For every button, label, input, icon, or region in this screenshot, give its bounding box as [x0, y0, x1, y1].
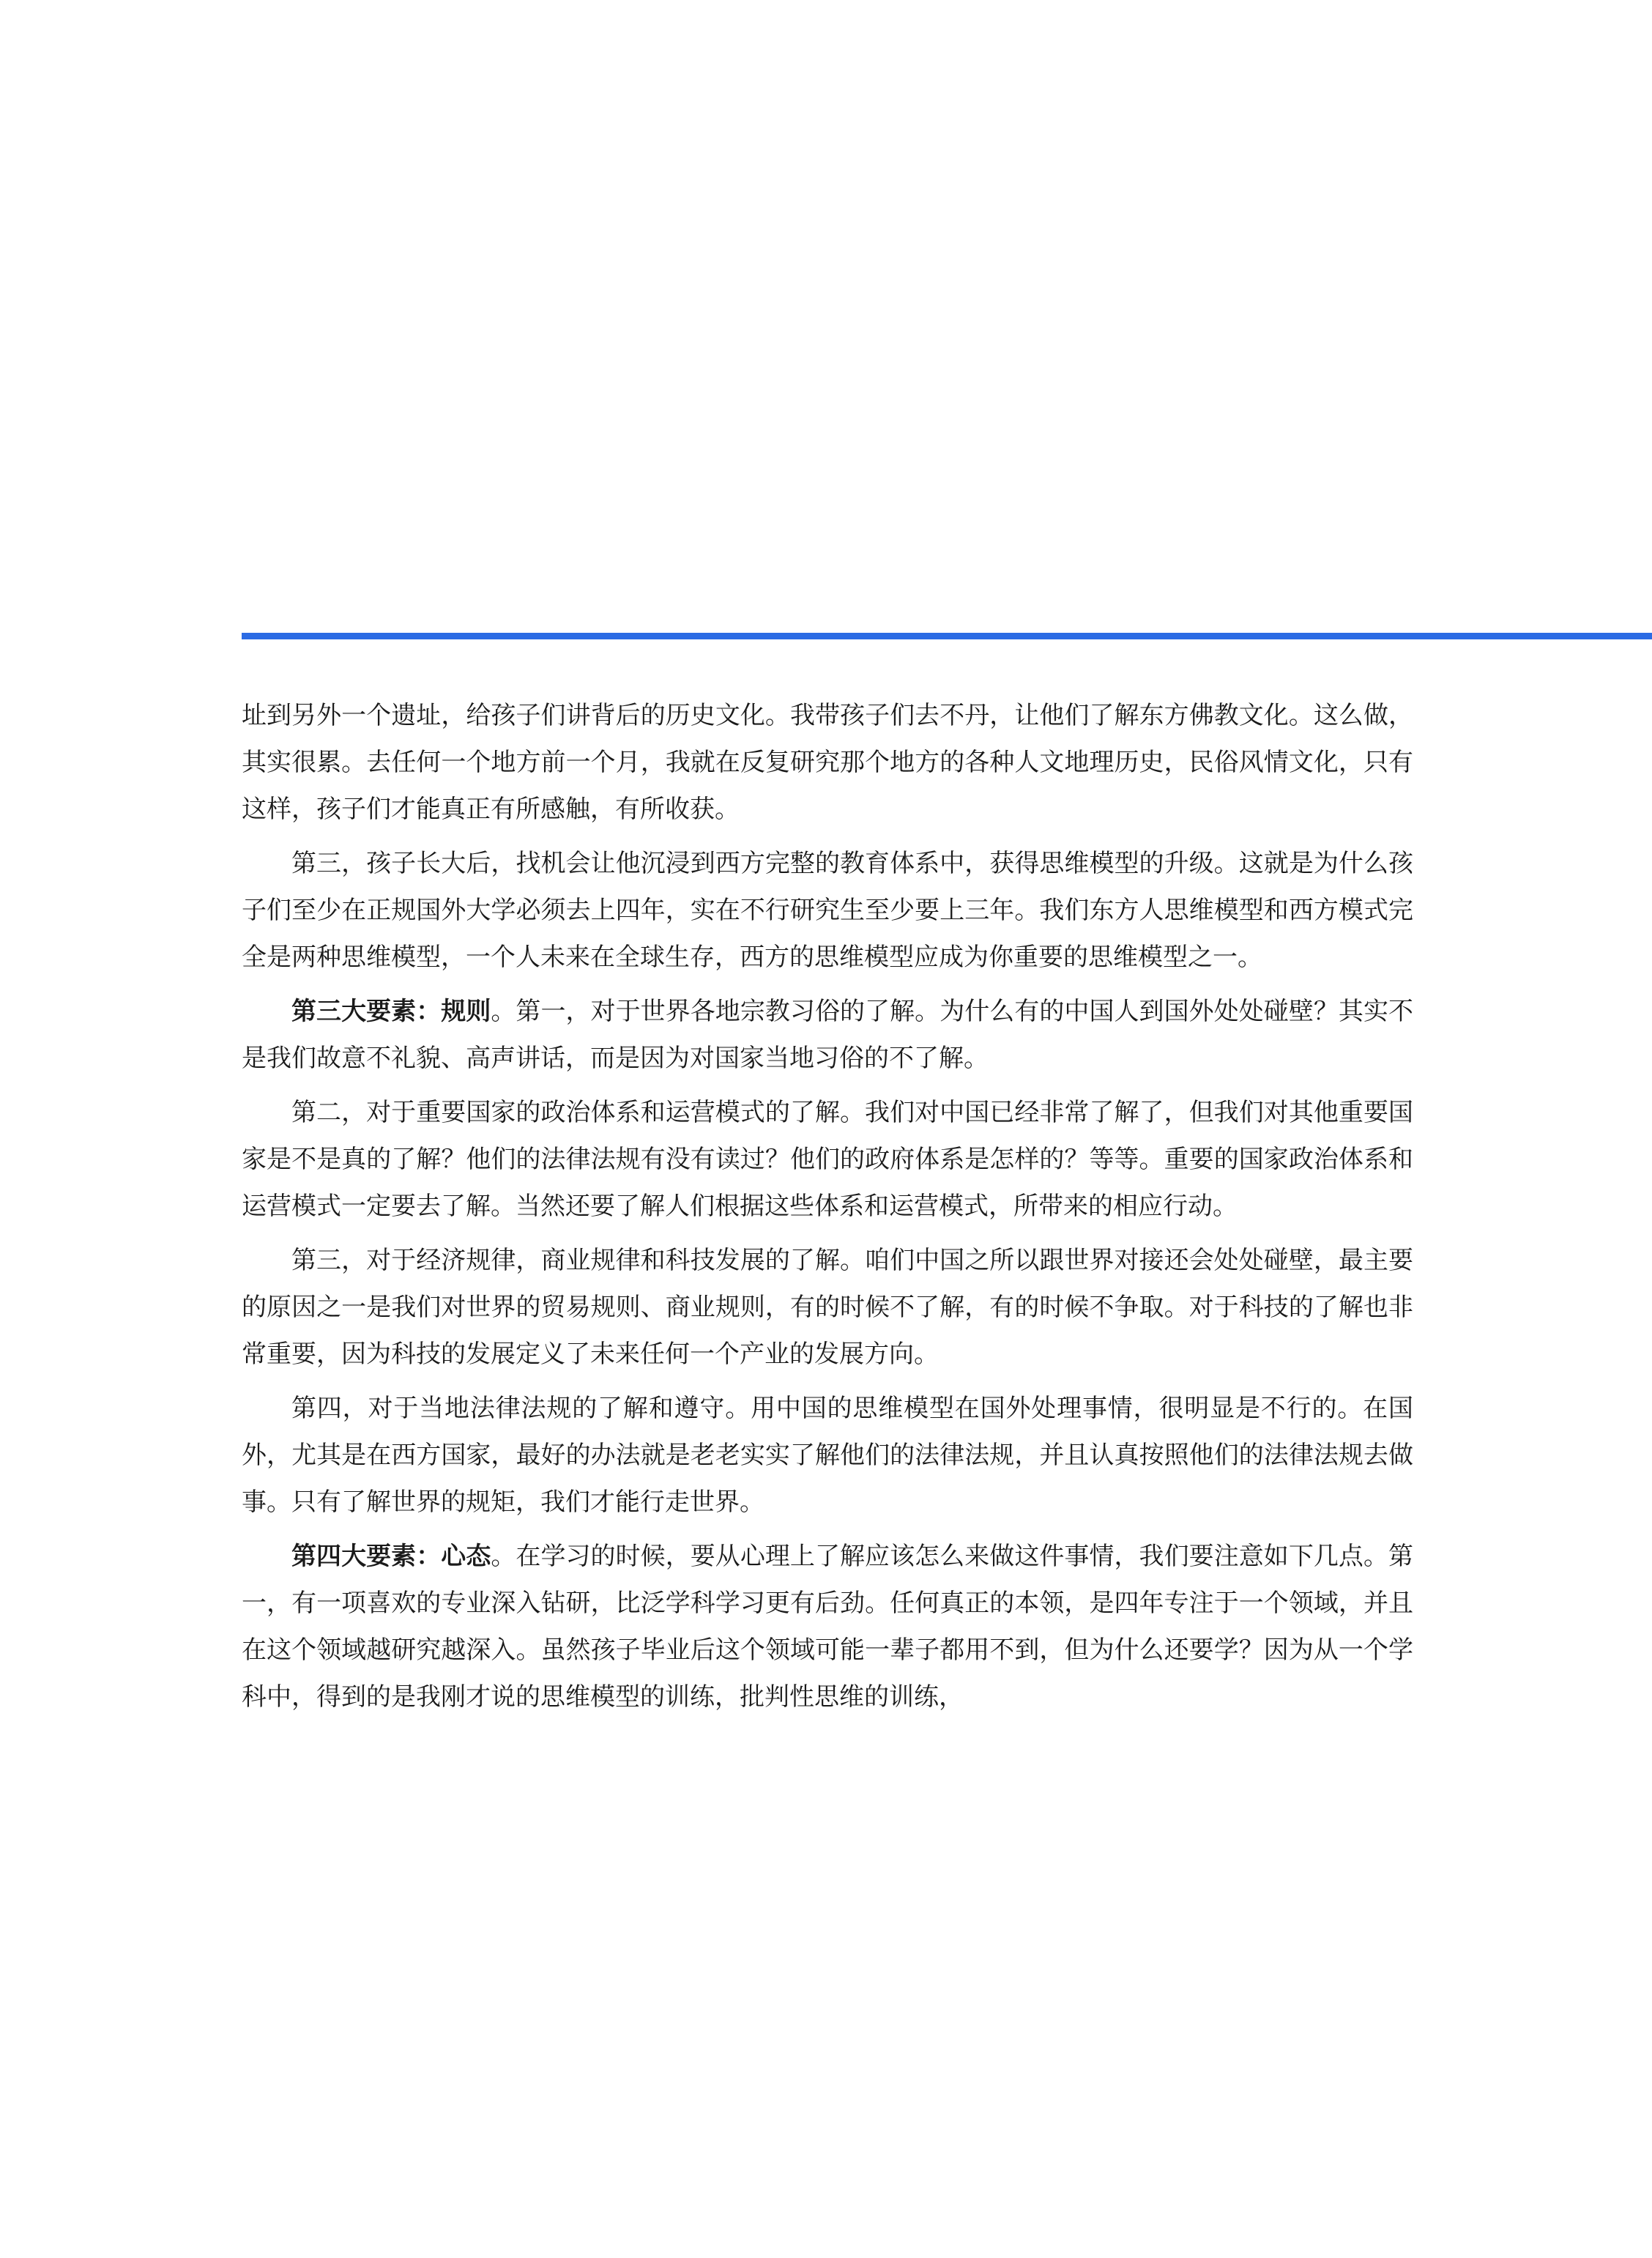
header-rule — [242, 633, 1652, 639]
paragraph-7 — [242, 1533, 1413, 1720]
paragraph-text: 第三，孩子长大后，找机会让他沉浸到西方完整的教育体系中，获得思维模型的升级。这就是为什么孩子们至少在正规国外大学必须去上四年，实在不行研究生至少要上三年。我们东方人思维模型和西方模式完全是两种思维模型，一个人未来在全球生存，西方的思维模型应成为你重要的思维模型之一。 — [242, 849, 1413, 972]
paragraph-text: 第三，对于经济规律，商业规律和科技发展的了解。咱们中国之所以跟世界对接还会处处碰壁，最主要的原因之一是我们对世界的贸易规则、商业规则，有的时候不了解，有的时候不争取。对于科技的了解也非常重要，因为科技的发展定义了未来任何一个产业的发展方向。 — [242, 1246, 1413, 1369]
paragraph-6 — [242, 1385, 1413, 1526]
paragraph-text: 址到另外一个遗址，给孩子们讲背后的历史文化。我带孩子们去不丹，让他们了解东方佛教文化。这么做，其实很累。去任何一个地方前一个月，我就在反复研究那个地方的各种人文地理历史，民俗风情文化，只有这样，孩子们才能真正有所感触，有所收获。 — [242, 701, 1413, 824]
paragraph-text: 。第一，对于世界各地宗教习俗的了解。为什么有的中国人到国外处处碰壁？其实不是我们故意不礼貌、高声讲话，而是因为对国家当地习俗的不了解。 — [242, 997, 1414, 1073]
paragraph-2 — [242, 840, 1413, 981]
section-heading: 第四大要素：心态 — [291, 1542, 491, 1571]
paragraph-text: 第二，对于重要国家的政治体系和运营模式的了解。我们对中国已经非常了解了，但我们对其他重要国家是不是真的了解？他们的法律法规有没有读过？他们的政府体系是怎样的？等等。重要的国家政治体系和运营模式一定要去了解。当然还要了解人们根据这些体系和运营模式，所带来的相应行动。 — [242, 1098, 1413, 1221]
paragraph-5 — [242, 1237, 1413, 1378]
section-heading: 第三大要素：规则 — [291, 997, 491, 1026]
body-text — [242, 692, 1413, 1728]
paragraph-text: 。在学习的时候，要从心理上了解应该怎么来做这件事情，我们要注意如下几点。第一，有一项喜欢的专业深入钻研，比泛学科学习更有后劲。任何真正的本领，是四年专注于一个领域，并且在这个领域越研究越深入。虽然孩子毕业后这个领域可能一辈子都用不到，但为什么还要学？因为从一个学科中，得到的是我刚才说的思维模型的训练，批判性思维的训练， — [242, 1542, 1414, 1712]
paragraph-text: 第四，对于当地法律法规的了解和遵守。用中国的思维模型在国外处理事情，很明显是不行的。在国外，尤其是在西方国家，最好的办法就是老老实实了解他们的法律法规，并且认真按照他们的法律法规去做事。只有了解世界的规矩，我们才能行走世界。 — [242, 1394, 1413, 1517]
paragraph-3 — [242, 988, 1413, 1082]
paragraph-1 — [242, 692, 1413, 833]
paragraph-4 — [242, 1089, 1413, 1230]
